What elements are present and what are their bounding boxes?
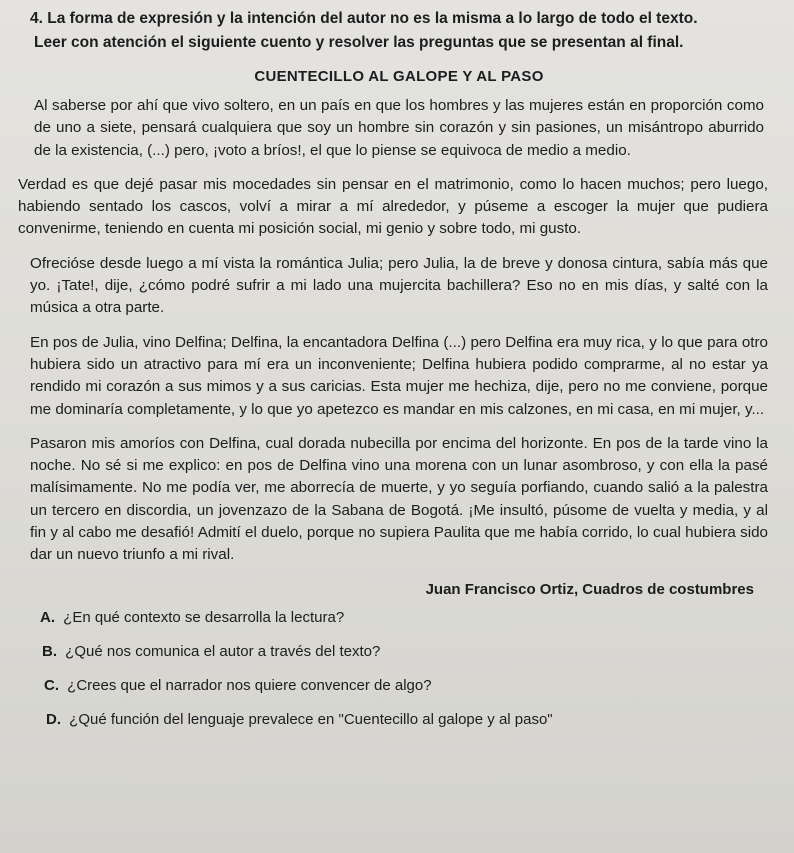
- question-c: [44, 676, 768, 696]
- question-list: [30, 608, 768, 730]
- story-paragraph-4: En pos de Julia, vino Delfina; Delfina, la encantadora Delfina (...) pero Delfina era muy rica, y lo que para otro hubiera sido un atractivo para mí era un inconveniente; Delfina hubiera podido comprarme, al no estar ya rendido mi corazón a sus mimos y a sus caricias. Esta mujer me hechiza, dije, pero no me conviene, porque me dominaría completamente, y lo que yo apetezco es mandar en mis calzones, en mi casa, en mi mujer, y...: [30, 333, 768, 418]
- story-paragraph-3: Ofrecióse desde luego a mí vista la romántica Julia; pero Julia, la de breve y donosa cintura, sabía más que yo. ¡Tate!, dije, ¿cómo podré sufrir a mi lado una mujercita bachillera? Eso no en mis días, y salté con la música a otra parte.: [30, 254, 768, 317]
- question-text: ¿En qué contexto se desarrolla la lectura?: [63, 608, 345, 626]
- question-text: ¿Qué nos comunica el autor a través del texto?: [65, 642, 381, 660]
- question-letter: C.: [44, 676, 59, 694]
- question-text: ¿Qué función del lenguaje prevalece en "Cuentecillo al galope y al paso": [69, 710, 553, 728]
- question-b: [42, 642, 768, 662]
- instruction-line-1: 4. La forma de expresión y la intención del autor no es la misma a lo largo de todo el texto.: [30, 10, 698, 27]
- question-a: [40, 608, 768, 628]
- story-paragraph-1: Al saberse por ahí que vivo soltero, en un país en que los hombres y las mujeres están en proporción como de uno a siete, pensará cualquiera que soy un hombre sin corazón y sin pasiones, un misántropo aburrido de la existencia, (...) pero, ¡voto a bríos!, el que lo piense se equivoca de medio a medio.: [34, 97, 764, 159]
- story-paragraph-2: Verdad es que dejé pasar mis mocedades sin pensar en el matrimonio, como lo hacen muchos; pero luego, habiendo sentado los cascos, volví a mirar a mí alrededor, y púseme a escoger la mujer que pudiera convenirme, teniendo en cuenta mi posición social, mi genio y sobre todo, mi gusto.: [18, 175, 768, 238]
- question-d: [46, 710, 768, 730]
- question-letter: A.: [40, 608, 55, 626]
- story-title: CUENTECILLO AL GALOPE Y AL PASO: [254, 68, 544, 85]
- question-text: ¿Crees que el narrador nos quiere convencer de algo?: [67, 676, 432, 694]
- question-letter: B.: [42, 642, 57, 660]
- instruction-line-2: Leer con atención el siguiente cuento y resolver las preguntas que se presentan al final.: [34, 34, 684, 51]
- story-author: Juan Francisco Ortiz, Cuadros de costumbres: [425, 580, 754, 598]
- story-paragraph-5: Pasaron mis amoríos con Delfina, cual dorada nubecilla por encima del horizonte. En pos de la tarde vino la noche. No sé si me explico: en pos de Delfina vino una morena con un lunar asombroso, y con ella la pasé malísimamente. No me podía ver, me aborrecía de muerte, y yo seguía porfiando, cuando salió a la palestra un tercero en discordia, un jovenzazo de la Sabana de Bogotá. ¡Me insultó, púsome de vuelta y media, y al fin y al cabo me desafió! Admití el duelo, porque no supiera Paulita que me había corrido, lo cual hubiera sido dar un nuevo triunfo a mi rival.: [30, 434, 768, 564]
- question-letter: D.: [46, 710, 61, 728]
